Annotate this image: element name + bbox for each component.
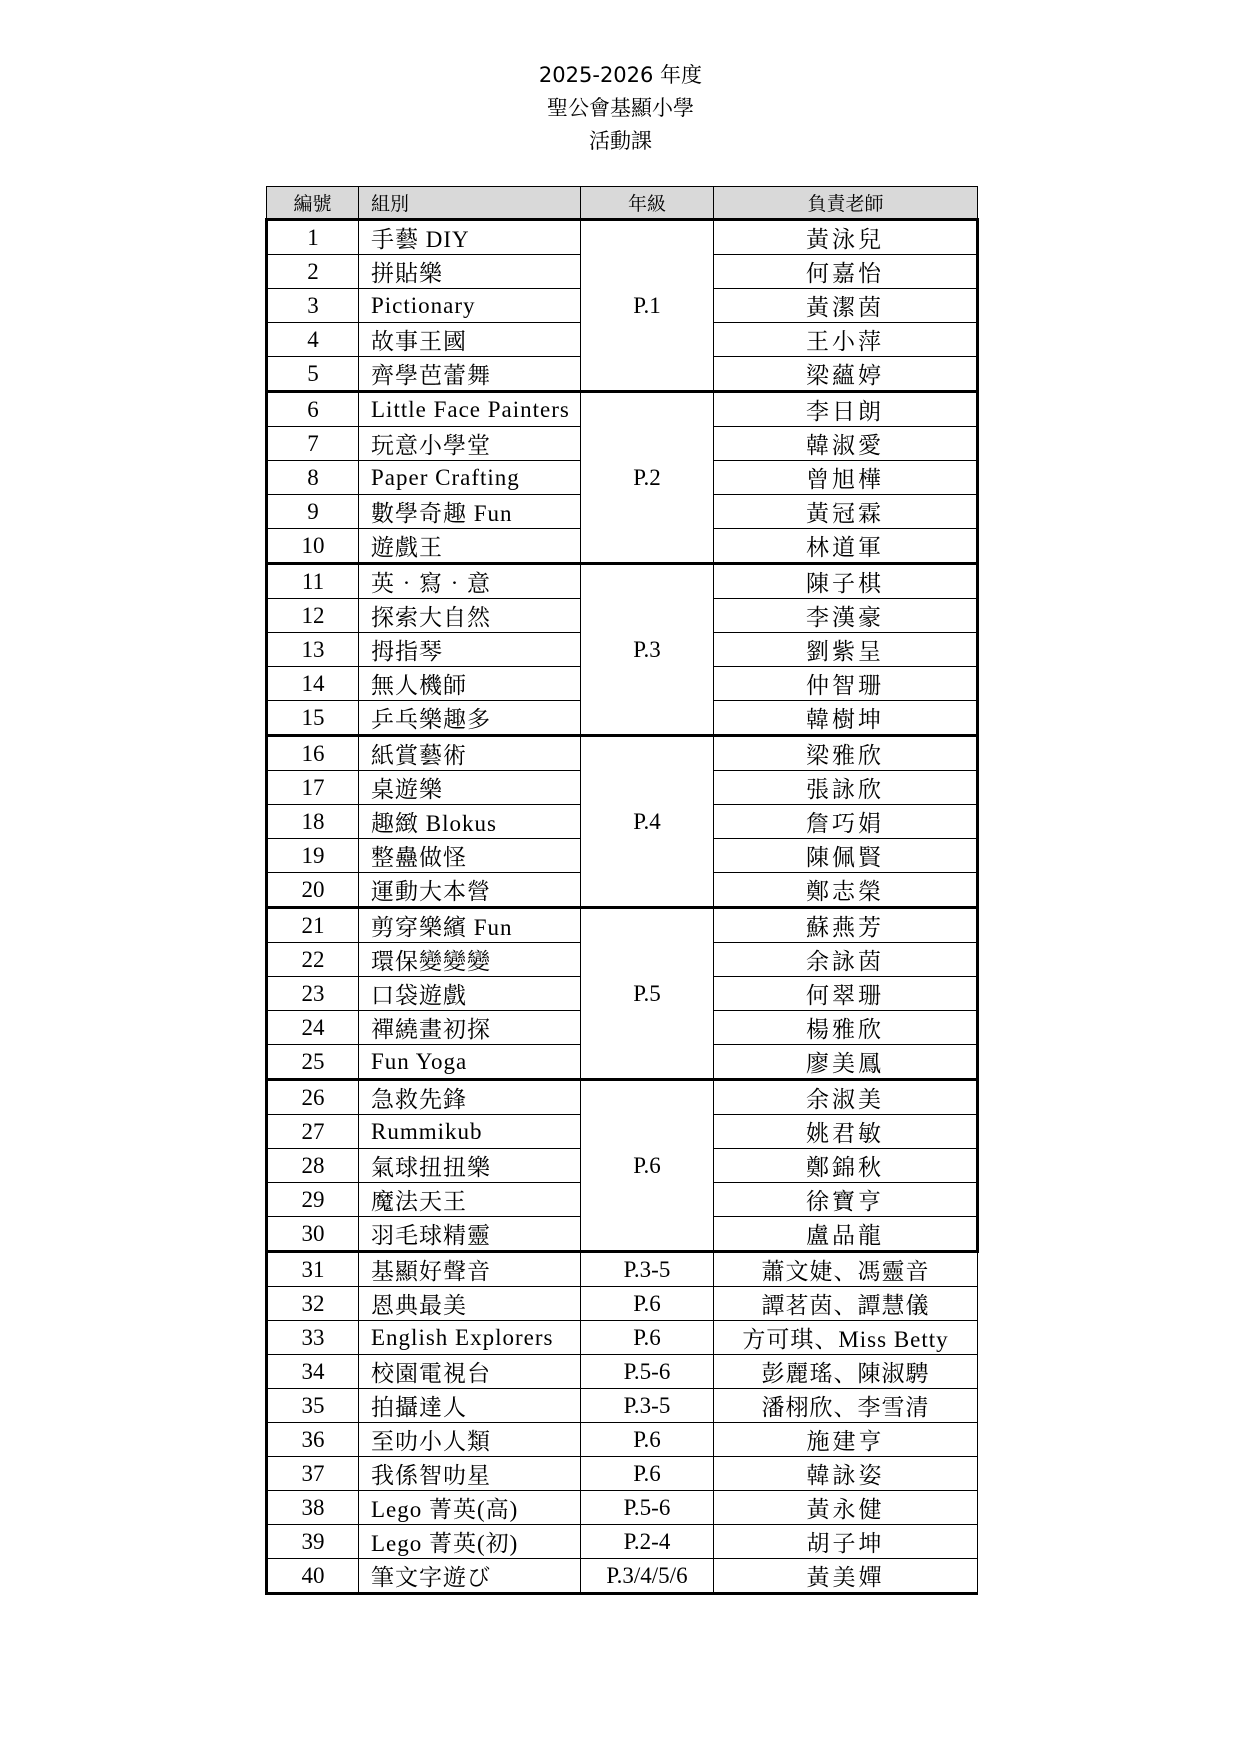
teacher-name: 黃潔茵 — [714, 289, 978, 323]
activity-number: 17 — [267, 771, 359, 805]
activity-number: 15 — [267, 701, 359, 736]
teacher-name: 蘇燕芳 — [714, 908, 978, 943]
teacher-name: 張詠欣 — [714, 771, 978, 805]
activity-name: Lego 菁英(高) — [359, 1491, 581, 1525]
table-row — [267, 220, 978, 255]
teacher-name: 潘栩欣、李雪清 — [714, 1389, 978, 1423]
activity-name: 羽毛球精靈 — [359, 1217, 581, 1252]
teacher-name: 黃冠霖 — [714, 495, 978, 529]
activity-name: 玩意小學堂 — [359, 427, 581, 461]
activity-number: 18 — [267, 805, 359, 839]
teacher-name: 陳佩賢 — [714, 839, 978, 873]
activity-number: 11 — [267, 564, 359, 599]
table-row — [267, 1525, 978, 1559]
activity-number: 28 — [267, 1149, 359, 1183]
activity-number: 30 — [267, 1217, 359, 1252]
table-row — [267, 1080, 978, 1115]
grade-level: P.3/4/5/6 — [581, 1559, 714, 1594]
table-row — [267, 1252, 978, 1287]
grade-level: P.5-6 — [581, 1491, 714, 1525]
teacher-name: 詹巧娟 — [714, 805, 978, 839]
activity-number: 29 — [267, 1183, 359, 1217]
teacher-name: 韓樹坤 — [714, 701, 978, 736]
activity-name: 乒乓樂趣多 — [359, 701, 581, 736]
activity-name: 手藝 DIY — [359, 220, 581, 255]
teacher-name: 韓淑愛 — [714, 427, 978, 461]
activity-name: 氣球扭扭樂 — [359, 1149, 581, 1183]
grade-level: P.6 — [581, 1080, 714, 1252]
activity-number: 2 — [267, 255, 359, 289]
activity-number: 20 — [267, 873, 359, 908]
table-row — [267, 736, 978, 771]
activity-number: 36 — [267, 1423, 359, 1457]
activity-number: 6 — [267, 392, 359, 427]
activity-name: English Explorers — [359, 1321, 581, 1355]
activity-name: 我係智叻星 — [359, 1457, 581, 1491]
activity-name: 趣緻 Blokus — [359, 805, 581, 839]
teacher-name: 姚君敏 — [714, 1115, 978, 1149]
activity-name: 運動大本營 — [359, 873, 581, 908]
table-row — [267, 1355, 978, 1389]
teacher-name: 鄭志榮 — [714, 873, 978, 908]
table-row — [267, 1287, 978, 1321]
grade-level: P.3 — [581, 564, 714, 736]
activity-number: 8 — [267, 461, 359, 495]
activity-name: 遊戲王 — [359, 529, 581, 564]
teacher-name: 李漢豪 — [714, 599, 978, 633]
grade-level: P.6 — [581, 1287, 714, 1321]
activity-name: 整蠱做怪 — [359, 839, 581, 873]
activity-number: 31 — [267, 1252, 359, 1287]
activity-name: 基顯好聲音 — [359, 1252, 581, 1287]
activity-number: 23 — [267, 977, 359, 1011]
activity-number: 40 — [267, 1559, 359, 1594]
activity-number: 19 — [267, 839, 359, 873]
activity-name: Rummikub — [359, 1115, 581, 1149]
teacher-name: 黃美嬋 — [714, 1559, 978, 1594]
activity-number: 38 — [267, 1491, 359, 1525]
activity-name: 口袋遊戲 — [359, 977, 581, 1011]
activity-name: 剪穿樂繽 Fun — [359, 908, 581, 943]
teacher-name: 梁蘊婷 — [714, 357, 978, 392]
table-header-row — [267, 187, 978, 220]
activity-number: 32 — [267, 1287, 359, 1321]
grade-level: P.2-4 — [581, 1525, 714, 1559]
activity-name: 紙賞藝術 — [359, 736, 581, 771]
teacher-name: 譚茗茵、譚慧儀 — [714, 1287, 978, 1321]
grade-level: P.5 — [581, 908, 714, 1080]
teacher-name: 何嘉怡 — [714, 255, 978, 289]
grade-level: P.5-6 — [581, 1355, 714, 1389]
activity-number: 3 — [267, 289, 359, 323]
teacher-name: 韓詠姿 — [714, 1457, 978, 1491]
activity-number: 34 — [267, 1355, 359, 1389]
activity-number: 7 — [267, 427, 359, 461]
activity-name: 校園電視台 — [359, 1355, 581, 1389]
activity-number: 35 — [267, 1389, 359, 1423]
activity-number: 21 — [267, 908, 359, 943]
activity-number: 4 — [267, 323, 359, 357]
activity-table — [265, 186, 979, 1595]
table-row — [267, 564, 978, 599]
teacher-name: 楊雅欣 — [714, 1011, 978, 1045]
teacher-name: 何翠珊 — [714, 977, 978, 1011]
grade-level: P.6 — [581, 1457, 714, 1491]
activity-name: 探索大自然 — [359, 599, 581, 633]
table-row — [267, 1559, 978, 1594]
teacher-name: 方可琪、Miss Betty — [714, 1321, 978, 1355]
teacher-name: 黃永健 — [714, 1491, 978, 1525]
teacher-name: 梁雅欣 — [714, 736, 978, 771]
teacher-name: 盧品龍 — [714, 1217, 978, 1252]
activity-name: 禪繞畫初探 — [359, 1011, 581, 1045]
document-title: 活動課 — [589, 129, 652, 153]
activity-name: 英‧寫‧意 — [359, 564, 581, 599]
activity-number: 13 — [267, 633, 359, 667]
column-header-grade: 年級 — [581, 187, 714, 220]
teacher-name: 徐寶亨 — [714, 1183, 978, 1217]
teacher-name: 蕭文婕、馮靈音 — [714, 1252, 978, 1287]
activity-number: 25 — [267, 1045, 359, 1080]
activity-name: 拍攝達人 — [359, 1389, 581, 1423]
activity-number: 12 — [267, 599, 359, 633]
grade-level: P.6 — [581, 1423, 714, 1457]
teacher-name: 林道軍 — [714, 529, 978, 564]
teacher-name: 胡子坤 — [714, 1525, 978, 1559]
activity-name: 桌遊樂 — [359, 771, 581, 805]
activity-number: 9 — [267, 495, 359, 529]
activity-name: Pictionary — [359, 289, 581, 323]
activity-number: 24 — [267, 1011, 359, 1045]
table-row — [267, 1389, 978, 1423]
table-row — [267, 1457, 978, 1491]
table-row — [267, 1423, 978, 1457]
table-row — [267, 1321, 978, 1355]
activity-name: 筆文字遊び — [359, 1559, 581, 1594]
activity-name: 急救先鋒 — [359, 1080, 581, 1115]
column-header-teacher: 負責老師 — [714, 187, 978, 220]
activity-name: 魔法天王 — [359, 1183, 581, 1217]
teacher-name: 劉紫呈 — [714, 633, 978, 667]
activity-name: 至叻小人類 — [359, 1423, 581, 1457]
activity-name: 恩典最美 — [359, 1287, 581, 1321]
activity-number: 1 — [267, 220, 359, 255]
grade-level: P.1 — [581, 220, 714, 392]
activity-name: Fun Yoga — [359, 1045, 581, 1080]
table-row — [267, 392, 978, 427]
activity-number: 10 — [267, 529, 359, 564]
column-header-group: 組別 — [359, 187, 581, 220]
table-body — [267, 220, 978, 1594]
teacher-name: 王小萍 — [714, 323, 978, 357]
teacher-name: 余詠茵 — [714, 943, 978, 977]
table-row — [267, 1491, 978, 1525]
grade-level: P.6 — [581, 1321, 714, 1355]
activity-number: 27 — [267, 1115, 359, 1149]
activity-name: 拇指琴 — [359, 633, 581, 667]
activity-name: 環保變變變 — [359, 943, 581, 977]
teacher-name: 陳子棋 — [714, 564, 978, 599]
table-row — [267, 908, 978, 943]
school-name: 聖公會基顯小學 — [547, 96, 694, 120]
activity-name: Lego 菁英(初) — [359, 1525, 581, 1559]
teacher-name: 彭麗瑤、陳淑騁 — [714, 1355, 978, 1389]
teacher-name: 曾旭樺 — [714, 461, 978, 495]
teacher-name: 黃泳兒 — [714, 220, 978, 255]
activity-number: 26 — [267, 1080, 359, 1115]
activity-name: 數學奇趣 Fun — [359, 495, 581, 529]
grade-level: P.4 — [581, 736, 714, 908]
teacher-name: 仲智珊 — [714, 667, 978, 701]
activity-number: 14 — [267, 667, 359, 701]
activity-name: Paper Crafting — [359, 461, 581, 495]
activity-number: 39 — [267, 1525, 359, 1559]
teacher-name: 施建亨 — [714, 1423, 978, 1457]
activity-number: 22 — [267, 943, 359, 977]
activity-name: 拼貼樂 — [359, 255, 581, 289]
teacher-name: 李日朗 — [714, 392, 978, 427]
activity-name: 故事王國 — [359, 323, 581, 357]
grade-level: P.3-5 — [581, 1252, 714, 1287]
activity-number: 5 — [267, 357, 359, 392]
activity-number: 16 — [267, 736, 359, 771]
grade-level: P.3-5 — [581, 1389, 714, 1423]
activity-name: 無人機師 — [359, 667, 581, 701]
teacher-name: 廖美鳳 — [714, 1045, 978, 1080]
teacher-name: 余淑美 — [714, 1080, 978, 1115]
grade-level: P.2 — [581, 392, 714, 564]
activity-name: Little Face Painters — [359, 392, 581, 427]
column-header-number: 編號 — [267, 187, 359, 220]
activity-number: 37 — [267, 1457, 359, 1491]
activity-name: 齊學芭蕾舞 — [359, 357, 581, 392]
teacher-name: 鄭錦秋 — [714, 1149, 978, 1183]
activity-number: 33 — [267, 1321, 359, 1355]
academic-year: 2025-2026 年度 — [538, 63, 703, 87]
